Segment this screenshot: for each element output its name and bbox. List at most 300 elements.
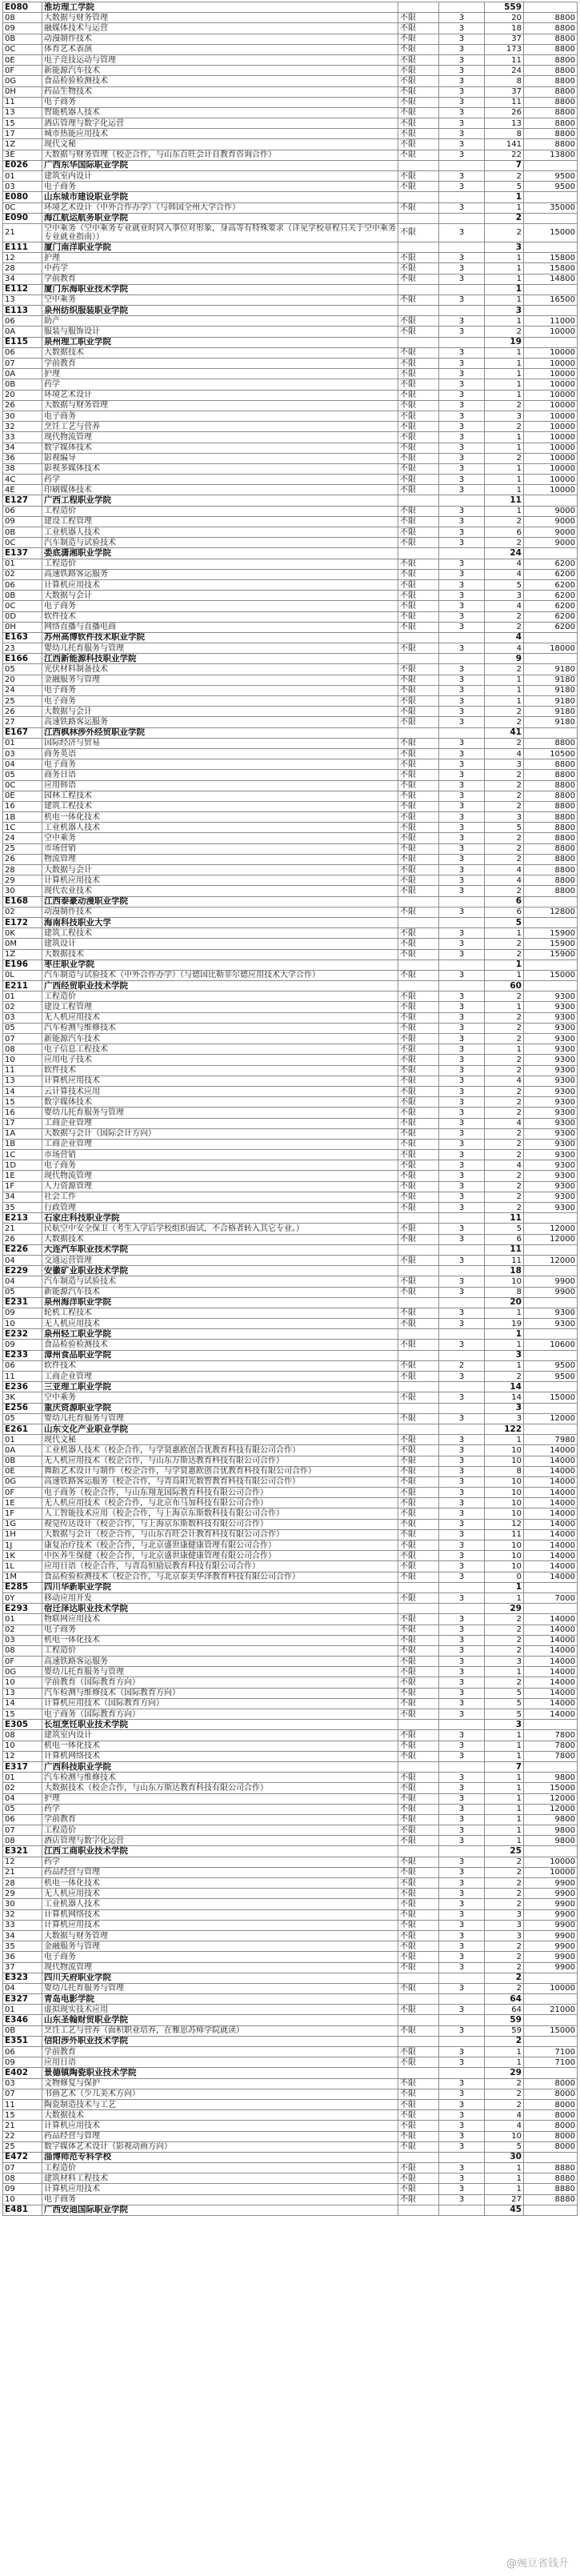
school-plan-total: 29 [485,1604,524,1614]
major-name: 舞蹈艺术设计与制作（校企合作，与学贤惠欧创合优教育科技有限公司合作） [42,1466,398,1476]
school-row [3,1297,578,1308]
major-code: 11 [3,2099,42,2109]
major-code: 0F [3,1657,42,1667]
subject-requirement: 不限 [398,2099,439,2109]
major-code: 10 [3,1677,42,1688]
tuition-fee: 9000 [524,506,578,516]
subject-requirement: 不限 [398,1804,439,1814]
school-row [3,632,578,643]
tuition-fee: 7800 [524,1751,578,1761]
study-years: 3 [439,390,485,400]
major-name: 药学 [42,475,398,485]
tuition-fee: 9300 [524,1023,578,1033]
study-years: 3 [439,432,485,443]
empty-cell [398,1424,439,1434]
major-name: 人工智能技术应用（校企合作，与上海京东斯数科技有限公司合作） [42,1508,398,1519]
subject-requirement: 不限 [398,1529,439,1540]
empty-cell [439,495,485,506]
empty-cell [524,284,578,294]
major-name: 计算机应用技术 [42,2184,398,2194]
subject-requirement: 不限 [398,780,439,791]
subject-requirement: 不限 [398,1276,439,1287]
tuition-fee: 7980 [524,1435,578,1445]
plan-count: 6 [485,907,524,917]
study-years: 3 [439,886,485,896]
study-years: 3 [439,1287,485,1297]
major-code: 05 [3,770,42,780]
subject-requirement: 不限 [398,2057,439,2068]
school-name: 泉州轻工职业学院 [42,1329,398,1340]
study-years: 3 [439,369,485,379]
major-row [3,253,578,263]
major-name: 工商企业管理 [42,1372,398,1382]
empty-cell [524,1350,578,1360]
school-code: E127 [3,495,42,506]
major-row [3,44,578,54]
study-years: 3 [439,1034,485,1044]
tuition-fee: 9300 [524,1108,578,1118]
major-row [3,928,578,939]
subject-requirement: 不限 [398,1836,439,1846]
study-years: 3 [439,1614,485,1625]
tuition-fee: 8800 [524,86,578,97]
major-code: 15 [3,1097,42,1108]
plan-count: 1 [485,2173,524,2184]
tuition-fee: 14000 [524,1677,578,1688]
subject-requirement: 不限 [398,453,439,463]
plan-count: 10 [485,1456,524,1466]
major-row [3,780,578,791]
tuition-fee: 8800 [524,23,578,34]
major-code: 10 [3,2194,42,2205]
plan-count: 2 [485,538,524,548]
subject-requirement: 不限 [398,432,439,443]
major-row [3,202,578,213]
subject-requirement: 不限 [398,1360,439,1371]
plan-count: 2 [485,516,524,527]
school-plan-total: 19 [485,337,524,347]
school-plan-total: 3 [485,1403,524,1413]
major-code: 0F [3,66,42,76]
subject-requirement: 不限 [398,516,439,527]
major-row [3,1097,578,1108]
plan-count: 4 [485,643,524,654]
school-plan-total: 64 [485,1994,524,2005]
plan-count: 2 [485,1857,524,1867]
major-name: 数字媒体艺术设计（影视动画方向） [42,2141,398,2152]
major-row [3,1529,578,1540]
plan-count: 5 [485,579,524,590]
major-name: 虚拟现实技术应用 [42,2005,398,2015]
subject-requirement: 不限 [398,1319,439,1329]
major-code: 04 [3,1255,42,1265]
major-row [3,1340,578,1350]
major-row [3,1688,578,1698]
study-years: 3 [439,2078,485,2089]
major-name: 无人机应用技术 [42,1319,398,1329]
tuition-fee: 8800 [524,865,578,875]
major-row [3,2025,578,2036]
subject-requirement: 不限 [398,2141,439,2152]
plan-count: 1 [485,970,524,980]
school-row [3,1266,578,1276]
subject-requirement: 不限 [398,1128,439,1139]
subject-requirement: 不限 [398,949,439,959]
major-code: 07 [3,2089,42,2099]
tuition-fee: 8880 [524,2173,578,2184]
empty-cell [439,1604,485,1614]
empty-cell [398,896,439,907]
plan-count: 4 [485,569,524,579]
major-code: 03 [3,1635,42,1645]
tuition-fee: 14000 [524,1635,578,1645]
plan-count: 4 [485,1076,524,1086]
major-code: 16 [3,801,42,811]
subject-requirement: 不限 [398,1392,439,1403]
major-row [3,223,578,242]
study-years: 3 [439,316,485,327]
major-row [3,2173,578,2184]
tuition-fee: 10600 [524,1340,578,1350]
tuition-fee: 10000 [524,411,578,421]
study-years: 3 [439,1635,485,1645]
plan-count: 1 [485,316,524,327]
tuition-fee: 10000 [524,327,578,337]
major-name: 婴幼儿托育服务与管理 [42,1983,398,1993]
empty-cell [439,632,485,643]
plan-count: 1 [485,1814,524,1825]
major-code: 01 [3,1773,42,1783]
subject-requirement: 不限 [398,139,439,150]
tuition-fee: 8880 [524,2163,578,2173]
subject-requirement: 不限 [398,1657,439,1667]
plan-count: 1 [485,1435,524,1445]
study-years: 3 [439,928,485,939]
plan-count: 2 [485,622,524,632]
study-years: 3 [439,422,485,432]
major-name: 婴幼儿托育服务与管理 [42,1413,398,1424]
subject-requirement: 不限 [398,1857,439,1867]
tuition-fee: 12000 [524,1804,578,1814]
empty-cell [524,2205,578,2215]
major-name: 现代文秘 [42,1435,398,1445]
major-code: 0C [3,780,42,791]
major-name: 康复治疗技术（校企合作，与北京盛世康健康管理有限公司合作） [42,1540,398,1551]
subject-requirement: 不限 [398,76,439,86]
school-plan-total: 2 [485,2036,524,2046]
study-years: 3 [439,1751,485,1761]
tuition-fee: 10000 [524,443,578,453]
tuition-fee: 8800 [524,66,578,76]
subject-requirement: 不限 [398,1519,439,1529]
tuition-fee: 14000 [524,1540,578,1551]
study-years: 3 [439,2057,485,2068]
study-years: 3 [439,182,485,192]
major-name: 电子商务 [42,1625,398,1635]
study-years: 3 [439,463,485,474]
tuition-fee: 9300 [524,992,578,1002]
subject-requirement: 不限 [398,643,439,654]
empty-cell [398,727,439,738]
major-name: 民航空中安全保卫（考生入学后学校组织面试，不合格者转入其它专业。） [42,1224,398,1234]
major-row [3,2163,578,2173]
empty-cell [439,1994,485,2005]
major-row [3,1392,578,1403]
empty-cell [398,2015,439,2025]
subject-requirement: 不限 [398,664,439,675]
school-plan-total: 18 [485,1266,524,1276]
major-row [3,2089,578,2099]
major-name: 印刷媒体技术 [42,485,398,495]
tuition-fee: 9000 [524,527,578,538]
tuition-fee: 8000 [524,2121,578,2131]
study-years: 2 [439,1360,485,1371]
study-years: 3 [439,97,485,107]
major-code: 21 [3,223,42,242]
empty-cell [524,1213,578,1224]
tuition-fee: 9300 [524,1097,578,1108]
empty-cell [439,2068,485,2078]
major-code: 34 [3,1930,42,1941]
plan-count: 59 [485,2025,524,2036]
subject-requirement: 不限 [398,44,439,54]
major-code: 08 [3,13,42,23]
empty-cell [439,727,485,738]
study-years: 3 [439,2141,485,2152]
tuition-fee: 15800 [524,253,578,263]
subject-requirement: 不限 [398,2184,439,2194]
tuition-fee: 7800 [524,1741,578,1751]
major-row [3,316,578,327]
major-code: 29 [3,875,42,886]
plan-count: 1 [485,1836,524,1846]
school-code: E163 [3,632,42,643]
tuition-fee: 8800 [524,791,578,801]
major-name: 服装与服饰设计 [42,327,398,337]
study-years: 3 [439,1498,485,1508]
major-row [3,516,578,527]
school-row [3,1424,578,1434]
tuition-fee: 12000 [524,1255,578,1265]
empty-cell [524,2015,578,2025]
school-plan-total: 3 [485,1720,524,1730]
tuition-fee: 8800 [524,107,578,118]
tuition-fee: 8000 [524,2110,578,2121]
major-code: 28 [3,1878,42,1889]
empty-cell [439,192,485,202]
major-code: 06 [3,2047,42,2057]
major-code: 12 [3,1857,42,1867]
major-code: 02 [3,907,42,917]
study-years: 3 [439,294,485,305]
study-years: 3 [439,569,485,579]
study-years: 3 [439,118,485,129]
empty-cell [524,959,578,970]
school-plan-total: 9 [485,654,524,664]
major-code: 0E [3,1466,42,1476]
major-code: 0B [3,2025,42,2036]
plan-count: 2 [485,738,524,748]
tuition-fee: 9180 [524,717,578,727]
school-name: 广西工程职业学院 [42,495,398,506]
major-name: 工商企业管理 [42,1139,398,1149]
major-row [3,1941,578,1952]
subject-requirement: 不限 [398,1234,439,1244]
study-years: 3 [439,1952,485,1962]
major-name: 学前教育 [42,1814,398,1825]
major-row [3,559,578,569]
subject-requirement: 不限 [398,2173,439,2184]
major-code: 08 [3,1044,42,1055]
major-name: 大数据技术（校企合作，与山东万斯达教育科技有限公司合作） [42,1783,398,1793]
empty-cell [524,306,578,316]
subject-requirement: 不限 [398,770,439,780]
plan-count: 4 [485,865,524,875]
major-name: 现代文秘 [42,139,398,150]
empty-cell [439,1720,485,1730]
major-code: 03 [3,2078,42,2089]
tuition-fee: 8800 [524,76,578,86]
study-years: 3 [439,1413,485,1424]
plan-count: 3 [485,1413,524,1424]
study-years: 3 [439,1118,485,1128]
school-code: E327 [3,1994,42,2005]
major-row [3,1276,578,1287]
major-code: 17 [3,1118,42,1128]
major-row [3,1034,578,1044]
empty-cell [439,2,485,13]
major-code: 11 [3,1065,42,1076]
school-code: E137 [3,548,42,559]
subject-requirement: 不限 [398,1150,439,1160]
major-name: 轮机工程技术 [42,1308,398,1318]
subject-requirement: 不限 [398,1034,439,1044]
study-years: 3 [439,86,485,97]
tuition-fee: 9300 [524,1192,578,1202]
tuition-fee: 6200 [524,569,578,579]
tuition-fee: 8800 [524,97,578,107]
major-row [3,1635,578,1645]
subject-requirement: 不限 [398,2194,439,2205]
major-code: 14 [3,1086,42,1096]
study-years: 3 [439,622,485,632]
school-row [3,1403,578,1413]
school-code: E402 [3,2068,42,2078]
major-code: 09 [3,516,42,527]
study-years: 3 [439,1171,485,1181]
major-code: 14 [3,1698,42,1709]
major-row [3,263,578,274]
subject-requirement: 不限 [398,1498,439,1508]
subject-requirement: 不限 [398,1192,439,1202]
subject-requirement: 不限 [398,1488,439,1498]
major-code: 16 [3,1108,42,1118]
major-name: 无人机应用技术（校企合作，与山东万斯达教育科技有限公司合作） [42,1456,398,1466]
subject-requirement: 不限 [398,1076,439,1086]
study-years: 3 [439,1899,485,1909]
empty-cell [524,1604,578,1614]
major-name: 汽车制造与试验技术 [42,538,398,548]
major-name: 国际经济与贸易 [42,738,398,748]
subject-requirement: 不限 [398,2131,439,2141]
major-code: 1C [3,823,42,833]
major-row [3,379,578,390]
tuition-fee: 12000 [524,1793,578,1804]
school-row [3,1582,578,1592]
tuition-fee: 10000 [524,1867,578,1877]
major-code: 0C [3,601,42,611]
subject-requirement: 不限 [398,1592,439,1603]
plan-count: 1 [485,432,524,443]
school-row [3,1350,578,1360]
major-name: 物联网应用技术 [42,1614,398,1625]
major-row [3,182,578,192]
major-name: 陶瓷制造技术与工艺 [42,2099,398,2109]
major-code: 09 [3,1340,42,1350]
major-row [3,1867,578,1877]
major-code: 01 [3,1435,42,1445]
study-years: 3 [439,485,485,495]
school-name: 漳州食品职业学院 [42,1350,398,1360]
school-name: 广西经贸职业技术学院 [42,981,398,992]
empty-cell [439,1761,485,1772]
plan-count: 1 [485,1804,524,1814]
study-years: 3 [439,1698,485,1709]
school-row [3,1994,578,2005]
major-name: 大数据与财务管理（校企合作，与山东百旺会计自教育咨询合作） [42,150,398,160]
plan-count: 1 [485,1773,524,1783]
subject-requirement: 不限 [398,1773,439,1783]
major-row [3,475,578,485]
study-years: 3 [439,506,485,516]
major-code: 20 [3,675,42,685]
major-row [3,66,578,76]
tuition-fee: 14000 [524,1488,578,1498]
major-row [3,2057,578,2068]
tuition-fee: 8000 [524,2131,578,2141]
major-code: 05 [3,1023,42,1033]
plan-count: 2 [485,1878,524,1889]
major-code: 4E [3,485,42,495]
school-row [3,213,578,223]
major-row [3,171,578,182]
major-name: 移动应用开发 [42,1592,398,1603]
subject-requirement: 不限 [398,2163,439,2173]
major-code: 01 [3,2005,42,2015]
major-code: 10 [3,1741,42,1751]
plan-count: 1 [485,1360,524,1371]
major-row [3,812,578,823]
study-years: 3 [439,1592,485,1603]
school-name: 泉州理工职业学院 [42,337,398,347]
major-code: 02 [3,569,42,579]
school-plan-total: 5 [485,917,524,927]
study-years: 3 [439,1551,485,1561]
plan-count: 5 [485,182,524,192]
study-years: 3 [439,1983,485,1993]
major-row [3,485,578,495]
major-code: 28 [3,865,42,875]
major-name: 建设工程管理 [42,1002,398,1012]
major-code: 27 [3,717,42,727]
major-row [3,970,578,980]
major-code: 01 [3,171,42,182]
plan-count: 1 [485,369,524,379]
school-code: E115 [3,337,42,347]
major-row [3,1108,578,1118]
major-name: 助产 [42,316,398,327]
study-years: 3 [439,643,485,654]
